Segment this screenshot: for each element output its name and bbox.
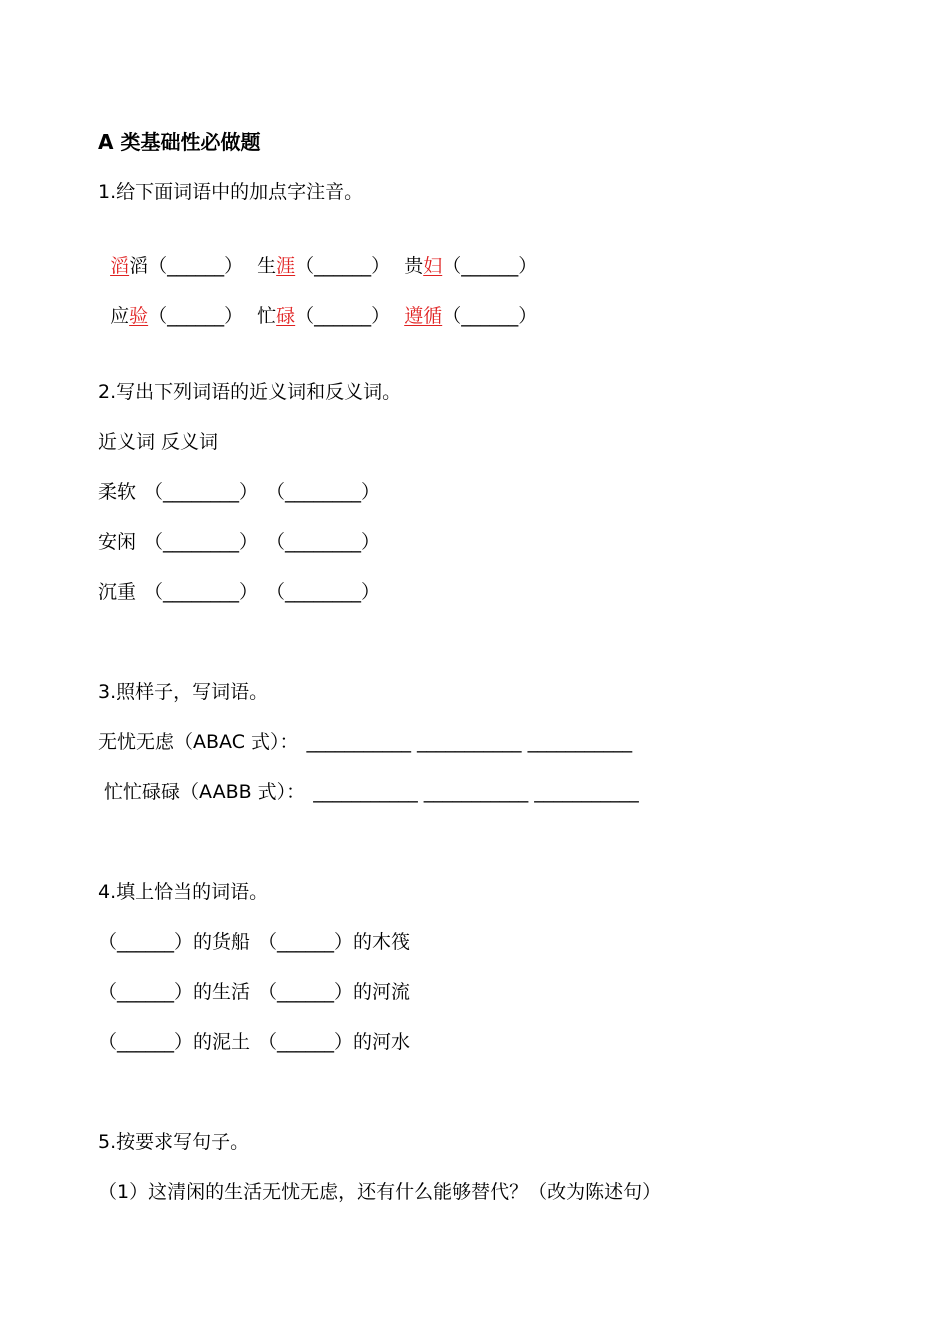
antonym-blank[interactable]: （________）	[266, 581, 381, 603]
synonym-blank[interactable]: （________）	[144, 481, 259, 503]
dotted-char: 涯	[276, 255, 296, 277]
q1-row-2	[98, 280, 537, 328]
q4-item[interactable]: （______）的泥土	[98, 1031, 251, 1053]
q2-word: 柔软	[98, 481, 137, 503]
q3-example: 忙忙碌碌（AABB 式）：	[98, 781, 306, 803]
antonym-blank[interactable]: （________）	[266, 481, 381, 503]
q2-word: 安闲	[98, 531, 137, 553]
answer-blank[interactable]: （______）	[148, 255, 244, 277]
q4-item[interactable]: （______）的河水	[258, 1031, 411, 1053]
answer-blank[interactable]: ___________ ___________ ___________	[313, 781, 639, 803]
q4-item[interactable]: （______）的河流	[258, 981, 411, 1003]
q4-row	[98, 930, 410, 954]
antonym-blank[interactable]: （________）	[266, 531, 381, 553]
q1-row-1	[98, 230, 537, 278]
q1-item	[404, 305, 537, 327]
q1-item: 贵妇（______）	[404, 255, 538, 277]
q1-prompt: 1.给下面词语中的加点字注音。	[98, 181, 364, 203]
section-title: A 类基础性必做题	[98, 130, 261, 154]
q4-prompt: 4.填上恰当的词语。	[98, 881, 269, 903]
synonym-blank[interactable]: （________）	[144, 581, 259, 603]
q4-item[interactable]: （______）的货船	[98, 931, 251, 953]
answer-blank[interactable]: （______）	[295, 255, 391, 277]
answer-blank[interactable]: （______）	[148, 305, 244, 327]
q1-item: 生涯（______）	[257, 255, 391, 277]
q3-line-2	[98, 780, 639, 804]
q2-header: 近义词 反义词	[98, 431, 219, 453]
q3-example: 无忧无虑（ABAC 式）：	[98, 731, 299, 753]
q2-word: 沉重	[98, 581, 137, 603]
q4-item[interactable]: （______）的生活	[98, 981, 251, 1003]
q3-prompt: 3.照样子，写词语。	[98, 681, 269, 703]
answer-blank[interactable]: ___________ ___________ ___________	[306, 731, 633, 753]
dotted-char: 遵循	[404, 305, 443, 327]
dotted-char: 碌	[276, 305, 296, 327]
answer-blank[interactable]: （______）	[295, 305, 391, 327]
q2-prompt: 2.写出下列词语的近义词和反义词。	[98, 381, 402, 403]
q1-item: 应验（______）	[110, 305, 244, 327]
dotted-char: 滔	[110, 255, 130, 277]
dotted-char: 验	[129, 305, 149, 327]
q2-row	[98, 480, 380, 504]
q5-prompt: 5.按要求写句子。	[98, 1131, 250, 1153]
q1-item: 忙碌（______）	[257, 305, 391, 327]
q4-item[interactable]: （______）的木筏	[258, 931, 411, 953]
q3-line-1	[98, 730, 632, 754]
q1-item: 滔滔（______）	[110, 255, 244, 277]
dotted-char: 妇	[423, 255, 443, 277]
q2-row	[98, 580, 380, 604]
q2-row	[98, 530, 380, 554]
q4-row	[98, 980, 410, 1004]
q4-row	[98, 1030, 410, 1054]
answer-blank[interactable]: （______）	[442, 255, 538, 277]
q5-item-1: （1）这清闲的生活无忧无虑，还有什么能够替代？（改为陈述句）	[98, 1181, 662, 1203]
answer-blank[interactable]: （______）	[442, 305, 538, 327]
synonym-blank[interactable]: （________）	[144, 531, 259, 553]
